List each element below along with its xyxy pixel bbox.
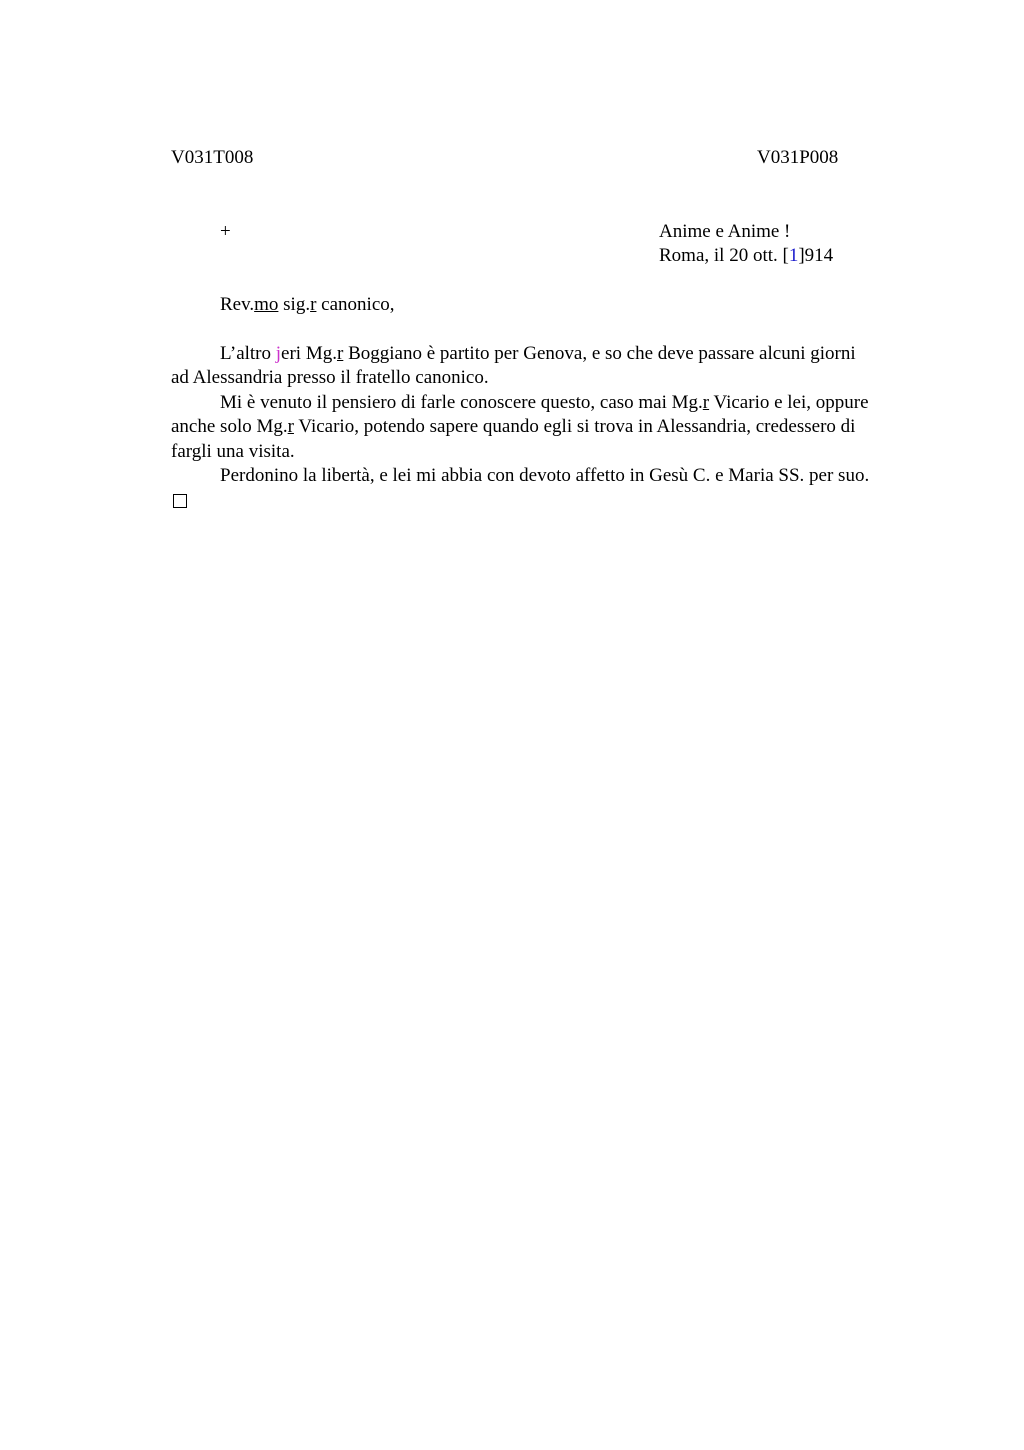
letter-body — [171, 342, 871, 508]
end-box-icon — [173, 494, 187, 508]
highlighted-letter: j — [275, 343, 282, 364]
abbreviation-superscript: r — [702, 391, 710, 413]
cross-symbol: + — [220, 221, 231, 242]
text-run: L’altro — [220, 343, 276, 364]
text-run: Vicario, potendo sapere quando egli si trova in Alessandria, credessero di fargli una visita. — [171, 416, 856, 462]
document-code-left: V031T008 — [171, 147, 254, 168]
text-run: Mi è venuto il pensiero di farle conoscere questo, caso mai Mg. — [220, 391, 703, 413]
salutation-part: Rev. — [220, 294, 255, 315]
text-run: Vicario e lei, oppure anche solo Mg. — [171, 391, 869, 438]
date-prefix: Roma, il 20 ott. [ — [659, 245, 789, 266]
salutation-part: sig. — [278, 294, 311, 315]
text-run: eri Mg. — [281, 343, 337, 364]
place-date — [659, 244, 833, 268]
salutation — [220, 293, 395, 317]
salutation-part: canonico, — [316, 294, 395, 315]
abbreviation-superscript: r — [287, 416, 294, 438]
paragraph-1 — [171, 342, 871, 391]
abbreviation-superscript: r — [336, 343, 344, 364]
paragraph-2 — [171, 391, 871, 464]
salutation-superscript: mo — [254, 294, 279, 315]
text-run: Boggiano è partito per Genova, e so che deve passare alcuni giorni ad Alessandria presso il fratello canonico. — [171, 343, 856, 389]
motto: Anime e Anime ! — [659, 221, 791, 242]
document-code-right: V031P008 — [757, 147, 839, 168]
date-suffix: ]914 — [798, 245, 834, 266]
paragraph-3: Perdonino la libertà, e lei mi abbia con devoto affetto in Gesù C. e Maria SS. per suo. — [220, 465, 870, 487]
salutation-superscript: r — [310, 294, 317, 315]
date-editorial-digit: 1 — [788, 245, 799, 266]
